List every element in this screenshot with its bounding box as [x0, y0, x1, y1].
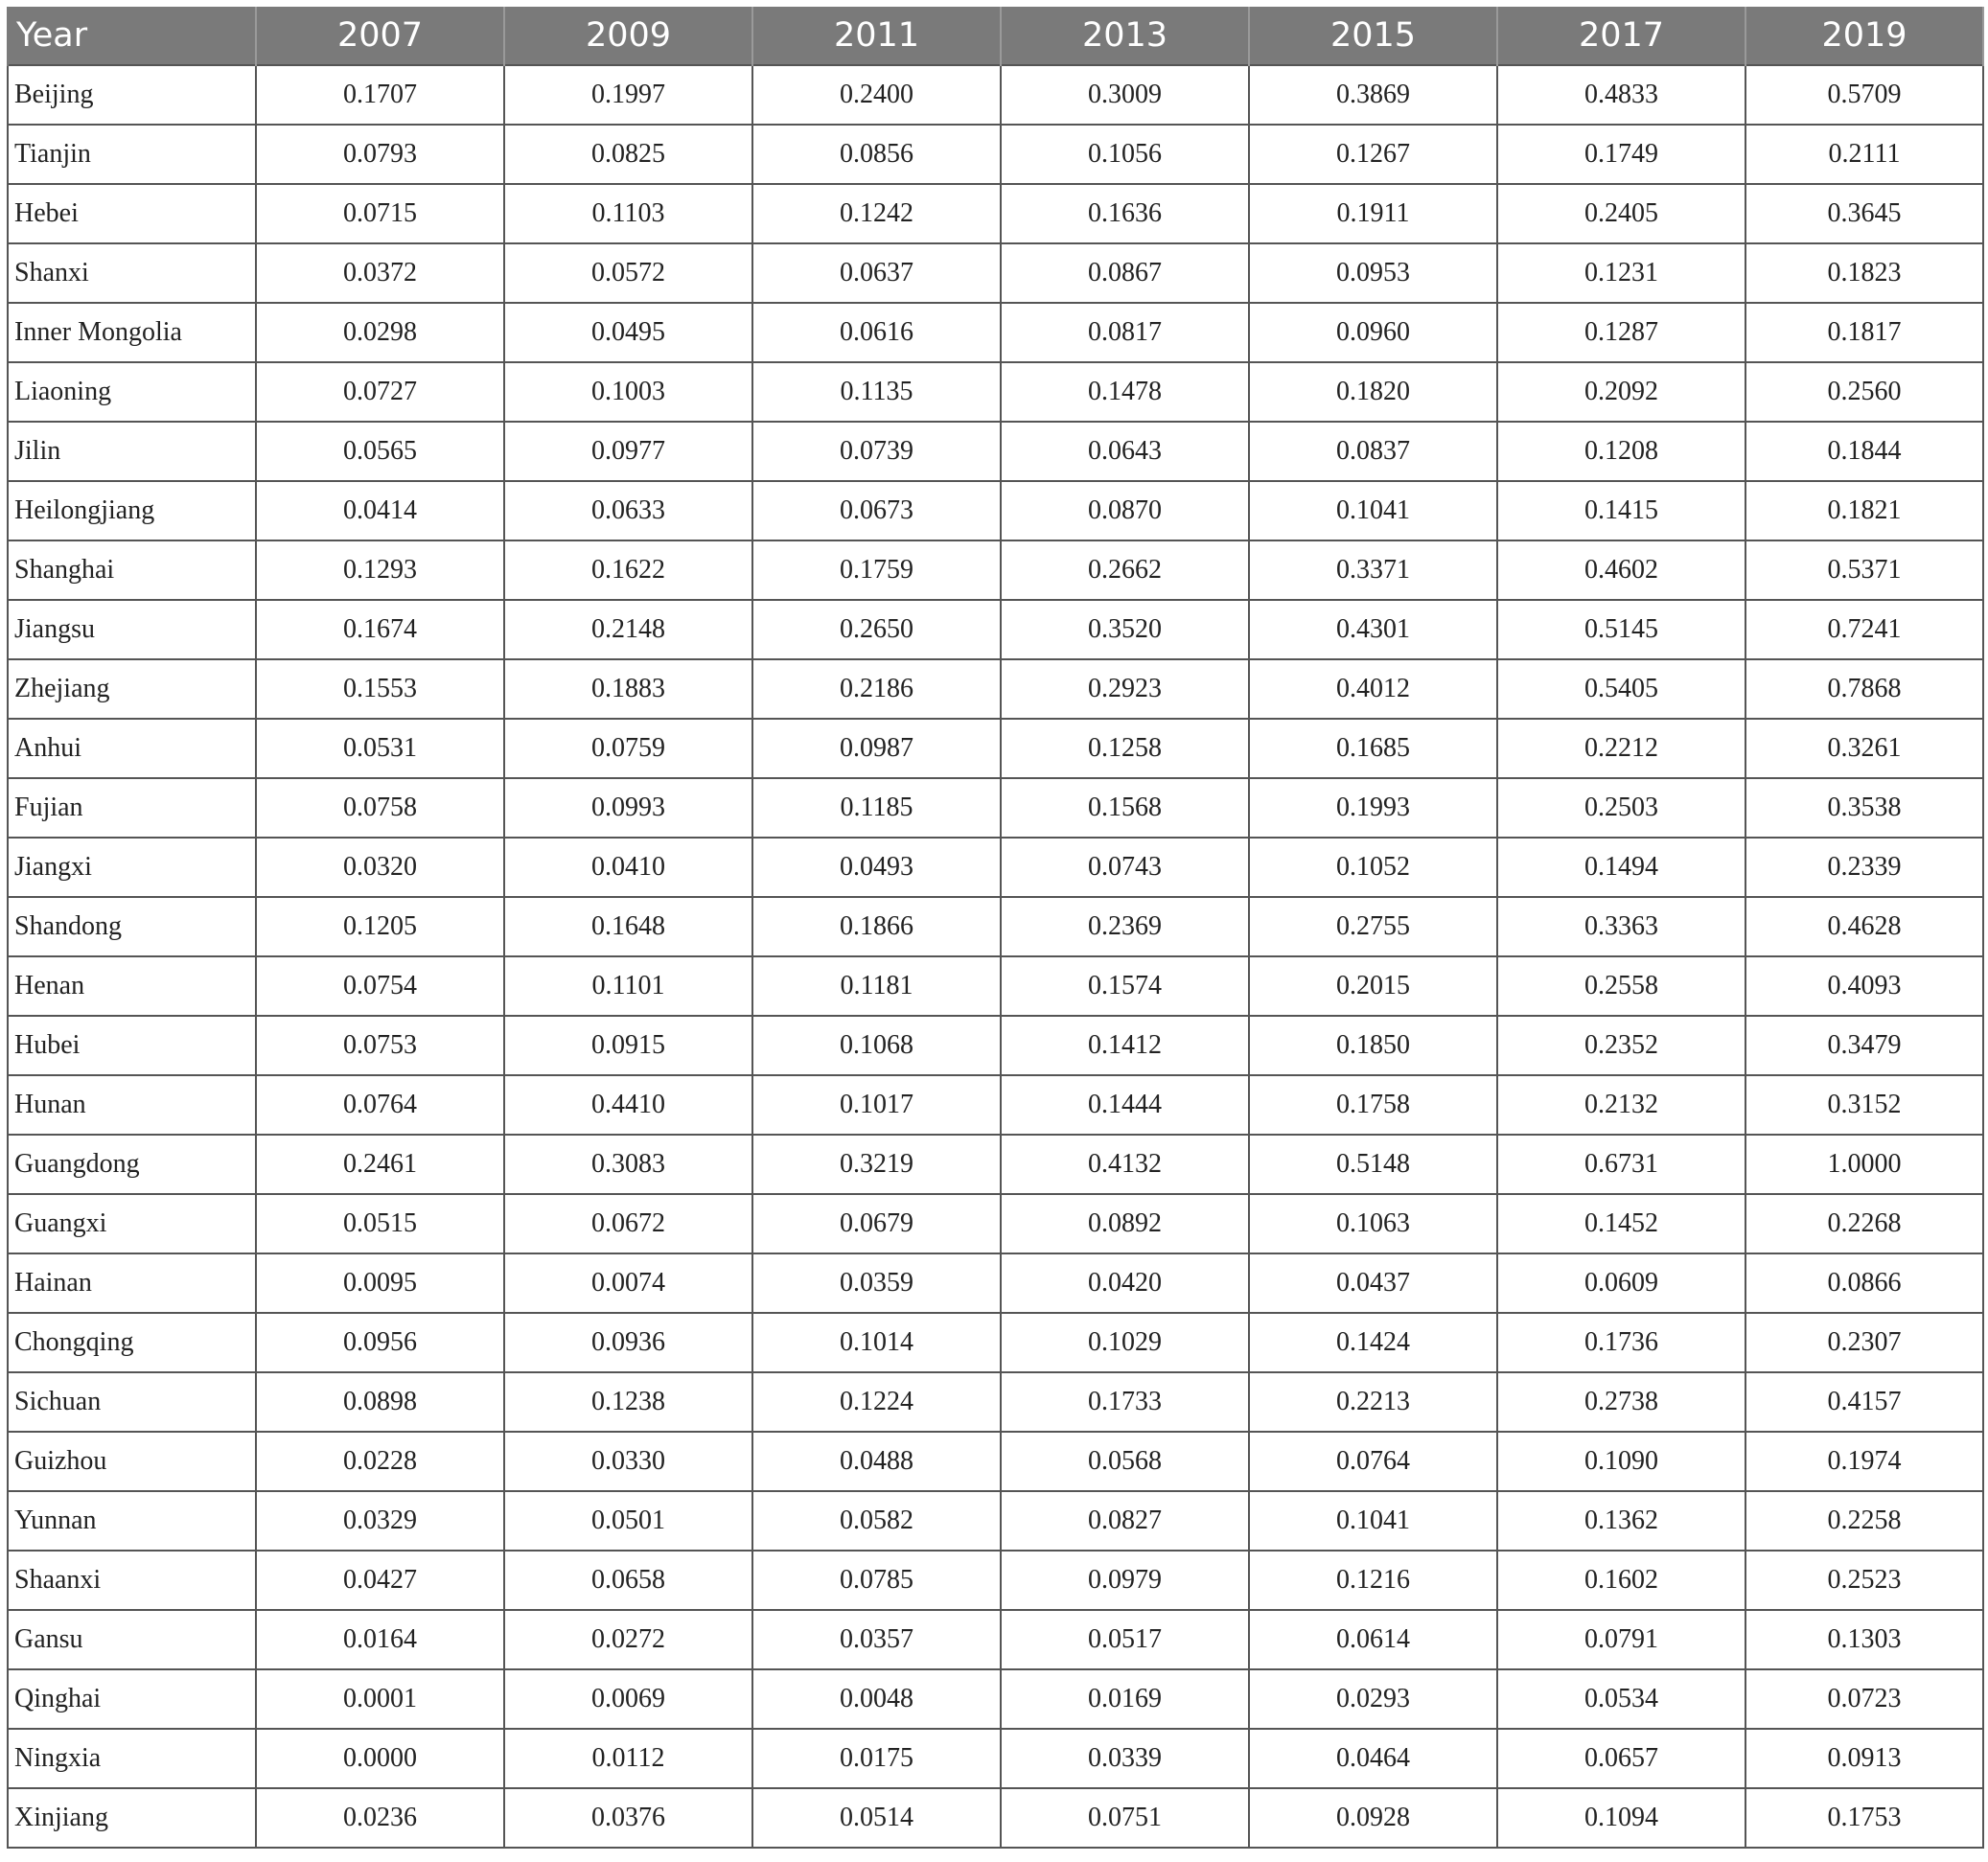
table-cell-value: 0.1820 — [1249, 362, 1497, 422]
table-cell-value: 0.1003 — [504, 362, 752, 422]
table-cell-value: 0.0501 — [504, 1491, 752, 1551]
header-row — [8, 7, 1983, 65]
table-cell-value: 0.1103 — [504, 184, 752, 243]
table-row — [8, 243, 1983, 303]
table-cell-value: 1.0000 — [1745, 1135, 1983, 1194]
table-cell-value: 0.0000 — [256, 1729, 504, 1788]
table-cell-value: 0.2558 — [1497, 956, 1745, 1016]
table-cell-value: 0.0074 — [504, 1253, 752, 1313]
table-cell-value: 0.1452 — [1497, 1194, 1745, 1253]
table-cell-value: 0.0493 — [752, 838, 1001, 897]
table-cell-value: 0.4833 — [1497, 65, 1745, 125]
table-cell-value: 0.1293 — [256, 540, 504, 600]
row-region-name: Jiangsu — [8, 600, 256, 659]
table-cell-value: 0.0673 — [752, 481, 1001, 540]
table-cell-value: 0.1648 — [504, 897, 752, 956]
table-cell-value: 0.1415 — [1497, 481, 1745, 540]
table-cell-value: 0.0672 — [504, 1194, 752, 1253]
table-cell-value: 0.0960 — [1249, 303, 1497, 362]
row-region-name: Zhejiang — [8, 659, 256, 719]
table-cell-value: 0.0164 — [256, 1610, 504, 1669]
table-cell-value: 0.1685 — [1249, 719, 1497, 778]
table-cell-value: 0.1287 — [1497, 303, 1745, 362]
table-cell-value: 0.1101 — [504, 956, 752, 1016]
table-cell-value: 0.0293 — [1249, 1669, 1497, 1729]
table-cell-value: 0.0657 — [1497, 1729, 1745, 1788]
row-region-name: Sichuan — [8, 1372, 256, 1432]
table-cell-value: 0.0764 — [256, 1075, 504, 1135]
table-cell-value: 0.1494 — [1497, 838, 1745, 897]
table-cell-value: 0.5371 — [1745, 540, 1983, 600]
table-cell-value: 0.4602 — [1497, 540, 1745, 600]
table-cell-value: 0.0723 — [1745, 1669, 1983, 1729]
table-cell-value: 0.6731 — [1497, 1135, 1745, 1194]
table-cell-value: 0.1622 — [504, 540, 752, 600]
table-cell-value: 0.3152 — [1745, 1075, 1983, 1135]
table-cell-value: 0.0069 — [504, 1669, 752, 1729]
table-cell-value: 0.1911 — [1249, 184, 1497, 243]
table-row — [8, 659, 1983, 719]
row-region-name: Gansu — [8, 1610, 256, 1669]
table-cell-value: 0.0791 — [1497, 1610, 1745, 1669]
table-cell-value: 0.3371 — [1249, 540, 1497, 600]
row-region-name: Tianjin — [8, 125, 256, 184]
table-cell-value: 0.3538 — [1745, 778, 1983, 838]
table-row — [8, 1194, 1983, 1253]
table-cell-value: 0.0495 — [504, 303, 752, 362]
table-cell-value: 0.1063 — [1249, 1194, 1497, 1253]
table-cell-value: 0.0437 — [1249, 1253, 1497, 1313]
table-cell-value: 0.0568 — [1001, 1432, 1249, 1491]
table-cell-value: 0.1883 — [504, 659, 752, 719]
table-cell-value: 0.0357 — [752, 1610, 1001, 1669]
table-cell-value: 0.0758 — [256, 778, 504, 838]
table-cell-value: 0.1029 — [1001, 1313, 1249, 1372]
table-cell-value: 0.0753 — [256, 1016, 504, 1075]
table-cell-value: 0.0715 — [256, 184, 504, 243]
table-cell-value: 0.2662 — [1001, 540, 1249, 600]
table-cell-value: 0.3219 — [752, 1135, 1001, 1194]
table-cell-value: 0.0228 — [256, 1432, 504, 1491]
table-cell-value: 0.4132 — [1001, 1135, 1249, 1194]
table-cell-value: 0.3363 — [1497, 897, 1745, 956]
table-cell-value: 0.2148 — [504, 600, 752, 659]
table-cell-value: 0.4628 — [1745, 897, 1983, 956]
table-cell-value: 0.0898 — [256, 1372, 504, 1432]
table-row — [8, 838, 1983, 897]
table-row — [8, 303, 1983, 362]
table-cell-value: 0.0515 — [256, 1194, 504, 1253]
table-cell-value: 0.0739 — [752, 422, 1001, 481]
table-cell-value: 0.0427 — [256, 1551, 504, 1610]
table-cell-value: 0.0751 — [1001, 1788, 1249, 1848]
table-cell-value: 0.0359 — [752, 1253, 1001, 1313]
table-cell-value: 0.0817 — [1001, 303, 1249, 362]
table-cell-value: 0.1242 — [752, 184, 1001, 243]
table-cell-value: 0.1362 — [1497, 1491, 1745, 1551]
table-cell-value: 0.1056 — [1001, 125, 1249, 184]
table-cell-value: 0.1267 — [1249, 125, 1497, 184]
table-cell-value: 0.0793 — [256, 125, 504, 184]
table-cell-value: 0.1758 — [1249, 1075, 1497, 1135]
table-row — [8, 1788, 1983, 1848]
table-row — [8, 184, 1983, 243]
table-cell-value: 0.1759 — [752, 540, 1001, 600]
table-cell-value: 0.2738 — [1497, 1372, 1745, 1432]
table-cell-value: 0.0339 — [1001, 1729, 1249, 1788]
table-cell-value: 0.1736 — [1497, 1313, 1745, 1372]
table-cell-value: 0.1216 — [1249, 1551, 1497, 1610]
table-cell-value: 0.1412 — [1001, 1016, 1249, 1075]
table-cell-value: 0.1993 — [1249, 778, 1497, 838]
table-cell-value: 0.0727 — [256, 362, 504, 422]
header-cell-year: 2015 — [1249, 7, 1497, 65]
table-cell-value: 0.0112 — [504, 1729, 752, 1788]
table-cell-value: 0.1753 — [1745, 1788, 1983, 1848]
row-region-name: Henan — [8, 956, 256, 1016]
table-cell-value: 0.0464 — [1249, 1729, 1497, 1788]
table-cell-value: 0.4012 — [1249, 659, 1497, 719]
table-cell-value: 0.1844 — [1745, 422, 1983, 481]
table-cell-value: 0.0410 — [504, 838, 752, 897]
table-cell-value: 0.0531 — [256, 719, 504, 778]
table-cell-value: 0.4410 — [504, 1075, 752, 1135]
table-cell-value: 0.1821 — [1745, 481, 1983, 540]
table-cell-value: 0.1974 — [1745, 1432, 1983, 1491]
table-cell-value: 0.1052 — [1249, 838, 1497, 897]
table-cell-value: 0.1997 — [504, 65, 752, 125]
row-region-name: Heilongjiang — [8, 481, 256, 540]
table-cell-value: 0.0514 — [752, 1788, 1001, 1848]
table-cell-value: 0.1568 — [1001, 778, 1249, 838]
table-cell-value: 0.1185 — [752, 778, 1001, 838]
table-cell-value: 0.1094 — [1497, 1788, 1745, 1848]
row-region-name: Inner Mongolia — [8, 303, 256, 362]
header-cell-year: 2009 — [504, 7, 752, 65]
table-cell-value: 0.1850 — [1249, 1016, 1497, 1075]
table-cell-value: 0.5145 — [1497, 600, 1745, 659]
row-region-name: Shanxi — [8, 243, 256, 303]
table-row — [8, 1075, 1983, 1135]
table-cell-value: 0.0565 — [256, 422, 504, 481]
table-cell-value: 0.0956 — [256, 1313, 504, 1372]
table-cell-value: 0.0785 — [752, 1551, 1001, 1610]
table-cell-value: 0.7241 — [1745, 600, 1983, 659]
row-region-name: Anhui — [8, 719, 256, 778]
table-cell-value: 0.7868 — [1745, 659, 1983, 719]
table-cell-value: 0.1238 — [504, 1372, 752, 1432]
table-cell-value: 0.0953 — [1249, 243, 1497, 303]
table-row — [8, 481, 1983, 540]
table-cell-value: 0.1733 — [1001, 1372, 1249, 1432]
table-cell-value: 0.3261 — [1745, 719, 1983, 778]
table-row — [8, 600, 1983, 659]
row-region-name: Shanghai — [8, 540, 256, 600]
table-cell-value: 0.0175 — [752, 1729, 1001, 1788]
table-cell-value: 0.2923 — [1001, 659, 1249, 719]
table-row — [8, 719, 1983, 778]
table-row — [8, 1016, 1983, 1075]
header-cell-year: 2013 — [1001, 7, 1249, 65]
table-cell-value: 0.3520 — [1001, 600, 1249, 659]
table-cell-value: 0.0979 — [1001, 1551, 1249, 1610]
row-region-name: Guizhou — [8, 1432, 256, 1491]
table-cell-value: 0.1303 — [1745, 1610, 1983, 1669]
table-cell-value: 0.0993 — [504, 778, 752, 838]
table-row — [8, 1551, 1983, 1610]
table-row — [8, 125, 1983, 184]
table-cell-value: 0.0236 — [256, 1788, 504, 1848]
table-cell-value: 0.4093 — [1745, 956, 1983, 1016]
table-cell-value: 0.1553 — [256, 659, 504, 719]
table-row — [8, 1610, 1983, 1669]
table-cell-value: 0.1231 — [1497, 243, 1745, 303]
table-row — [8, 1491, 1983, 1551]
table-cell-value: 0.1424 — [1249, 1313, 1497, 1372]
row-region-name: Shaanxi — [8, 1551, 256, 1610]
table-cell-value: 0.0609 — [1497, 1253, 1745, 1313]
data-table-container — [7, 7, 1982, 1849]
table-cell-value: 0.0915 — [504, 1016, 752, 1075]
row-region-name: Hainan — [8, 1253, 256, 1313]
table-cell-value: 0.2258 — [1745, 1491, 1983, 1551]
table-cell-value: 0.3009 — [1001, 65, 1249, 125]
row-region-name: Yunnan — [8, 1491, 256, 1551]
table-cell-value: 0.1478 — [1001, 362, 1249, 422]
table-body — [8, 65, 1983, 1848]
table-cell-value: 0.1817 — [1745, 303, 1983, 362]
table-cell-value: 0.2503 — [1497, 778, 1745, 838]
row-region-name: Fujian — [8, 778, 256, 838]
table-cell-value: 0.0892 — [1001, 1194, 1249, 1253]
table-cell-value: 0.0372 — [256, 243, 504, 303]
table-row — [8, 540, 1983, 600]
header-cell-year: 2017 — [1497, 7, 1745, 65]
table-row — [8, 778, 1983, 838]
table-cell-value: 0.0330 — [504, 1432, 752, 1491]
table-cell-value: 0.1090 — [1497, 1432, 1745, 1491]
table-cell-value: 0.2212 — [1497, 719, 1745, 778]
table-cell-value: 0.1602 — [1497, 1551, 1745, 1610]
table-row — [8, 1135, 1983, 1194]
table-cell-value: 0.0616 — [752, 303, 1001, 362]
table-cell-value: 0.0534 — [1497, 1669, 1745, 1729]
table-cell-value: 0.1258 — [1001, 719, 1249, 778]
table-cell-value: 0.1205 — [256, 897, 504, 956]
table-cell-value: 0.0913 — [1745, 1729, 1983, 1788]
table-cell-value: 0.3645 — [1745, 184, 1983, 243]
table-cell-value: 0.0001 — [256, 1669, 504, 1729]
table-row — [8, 1729, 1983, 1788]
table-cell-value: 0.1014 — [752, 1313, 1001, 1372]
table-cell-value: 0.3479 — [1745, 1016, 1983, 1075]
table-cell-value: 0.4157 — [1745, 1372, 1983, 1432]
row-region-name: Chongqing — [8, 1313, 256, 1372]
table-cell-value: 0.0759 — [504, 719, 752, 778]
table-row — [8, 956, 1983, 1016]
table-cell-value: 0.2461 — [256, 1135, 504, 1194]
table-cell-value: 0.0837 — [1249, 422, 1497, 481]
table-cell-value: 0.0679 — [752, 1194, 1001, 1253]
row-region-name: Jilin — [8, 422, 256, 481]
header-cell-year-label: Year — [8, 7, 256, 65]
table-cell-value: 0.2015 — [1249, 956, 1497, 1016]
table-cell-value: 0.1749 — [1497, 125, 1745, 184]
table-cell-value: 0.2213 — [1249, 1372, 1497, 1432]
table-cell-value: 0.5405 — [1497, 659, 1745, 719]
table-cell-value: 0.1041 — [1249, 1491, 1497, 1551]
table-cell-value: 0.1866 — [752, 897, 1001, 956]
table-cell-value: 0.2268 — [1745, 1194, 1983, 1253]
row-region-name: Guangdong — [8, 1135, 256, 1194]
header-cell-year: 2011 — [752, 7, 1001, 65]
table-cell-value: 0.0658 — [504, 1551, 752, 1610]
table-cell-value: 0.2369 — [1001, 897, 1249, 956]
table-cell-value: 0.1224 — [752, 1372, 1001, 1432]
table-cell-value: 0.0987 — [752, 719, 1001, 778]
table-cell-value: 0.0743 — [1001, 838, 1249, 897]
table-cell-value: 0.0095 — [256, 1253, 504, 1313]
table-cell-value: 0.0825 — [504, 125, 752, 184]
table-cell-value: 0.0582 — [752, 1491, 1001, 1551]
row-region-name: Qinghai — [8, 1669, 256, 1729]
table-row — [8, 1253, 1983, 1313]
table-cell-value: 0.0633 — [504, 481, 752, 540]
row-region-name: Liaoning — [8, 362, 256, 422]
table-cell-value: 0.1041 — [1249, 481, 1497, 540]
table-cell-value: 0.0643 — [1001, 422, 1249, 481]
table-cell-value: 0.0169 — [1001, 1669, 1249, 1729]
row-region-name: Hubei — [8, 1016, 256, 1075]
row-region-name: Xinjiang — [8, 1788, 256, 1848]
table-cell-value: 0.2092 — [1497, 362, 1745, 422]
table-cell-value: 0.1017 — [752, 1075, 1001, 1135]
row-region-name: Hunan — [8, 1075, 256, 1135]
table-cell-value: 0.1574 — [1001, 956, 1249, 1016]
table-cell-value: 0.1135 — [752, 362, 1001, 422]
table-row — [8, 897, 1983, 956]
table-cell-value: 0.1823 — [1745, 243, 1983, 303]
table-cell-value: 0.0048 — [752, 1669, 1001, 1729]
data-table — [7, 7, 1984, 1849]
row-region-name: Hebei — [8, 184, 256, 243]
table-cell-value: 0.2352 — [1497, 1016, 1745, 1075]
table-cell-value: 0.2400 — [752, 65, 1001, 125]
row-region-name: Jiangxi — [8, 838, 256, 897]
row-region-name: Beijing — [8, 65, 256, 125]
table-cell-value: 0.0764 — [1249, 1432, 1497, 1491]
table-cell-value: 0.0928 — [1249, 1788, 1497, 1848]
table-cell-value: 0.2650 — [752, 600, 1001, 659]
table-row — [8, 1432, 1983, 1491]
table-cell-value: 0.0856 — [752, 125, 1001, 184]
table-cell-value: 0.0827 — [1001, 1491, 1249, 1551]
table-cell-value: 0.2405 — [1497, 184, 1745, 243]
table-cell-value: 0.0572 — [504, 243, 752, 303]
table-cell-value: 0.1444 — [1001, 1075, 1249, 1135]
table-cell-value: 0.0870 — [1001, 481, 1249, 540]
table-cell-value: 0.0867 — [1001, 243, 1249, 303]
row-region-name: Ningxia — [8, 1729, 256, 1788]
table-cell-value: 0.5709 — [1745, 65, 1983, 125]
table-cell-value: 0.2132 — [1497, 1075, 1745, 1135]
table-cell-value: 0.2186 — [752, 659, 1001, 719]
table-cell-value: 0.0637 — [752, 243, 1001, 303]
table-cell-value: 0.1707 — [256, 65, 504, 125]
table-cell-value: 0.0414 — [256, 481, 504, 540]
table-cell-value: 0.3869 — [1249, 65, 1497, 125]
table-cell-value: 0.0614 — [1249, 1610, 1497, 1669]
table-header — [8, 7, 1983, 65]
table-cell-value: 0.2560 — [1745, 362, 1983, 422]
table-cell-value: 0.2111 — [1745, 125, 1983, 184]
header-cell-year: 2019 — [1745, 7, 1983, 65]
table-cell-value: 0.0320 — [256, 838, 504, 897]
table-cell-value: 0.1674 — [256, 600, 504, 659]
table-cell-value: 0.0272 — [504, 1610, 752, 1669]
row-region-name: Guangxi — [8, 1194, 256, 1253]
table-cell-value: 0.1181 — [752, 956, 1001, 1016]
table-cell-value: 0.0517 — [1001, 1610, 1249, 1669]
table-cell-value: 0.1208 — [1497, 422, 1745, 481]
table-cell-value: 0.4301 — [1249, 600, 1497, 659]
table-cell-value: 0.0376 — [504, 1788, 752, 1848]
table-row — [8, 65, 1983, 125]
table-cell-value: 0.0936 — [504, 1313, 752, 1372]
table-row — [8, 1313, 1983, 1372]
row-region-name: Shandong — [8, 897, 256, 956]
table-cell-value: 0.3083 — [504, 1135, 752, 1194]
table-cell-value: 0.2755 — [1249, 897, 1497, 956]
table-cell-value: 0.0754 — [256, 956, 504, 1016]
table-cell-value: 0.0866 — [1745, 1253, 1983, 1313]
table-cell-value: 0.1636 — [1001, 184, 1249, 243]
table-cell-value: 0.0977 — [504, 422, 752, 481]
table-cell-value: 0.2339 — [1745, 838, 1983, 897]
table-cell-value: 0.0420 — [1001, 1253, 1249, 1313]
table-row — [8, 1372, 1983, 1432]
table-cell-value: 0.2307 — [1745, 1313, 1983, 1372]
table-row — [8, 1669, 1983, 1729]
header-cell-year: 2007 — [256, 7, 504, 65]
table-cell-value: 0.5148 — [1249, 1135, 1497, 1194]
table-row — [8, 422, 1983, 481]
table-row — [8, 362, 1983, 422]
table-cell-value: 0.0329 — [256, 1491, 504, 1551]
table-cell-value: 0.2523 — [1745, 1551, 1983, 1610]
table-cell-value: 0.0488 — [752, 1432, 1001, 1491]
table-cell-value: 0.1068 — [752, 1016, 1001, 1075]
table-cell-value: 0.0298 — [256, 303, 504, 362]
